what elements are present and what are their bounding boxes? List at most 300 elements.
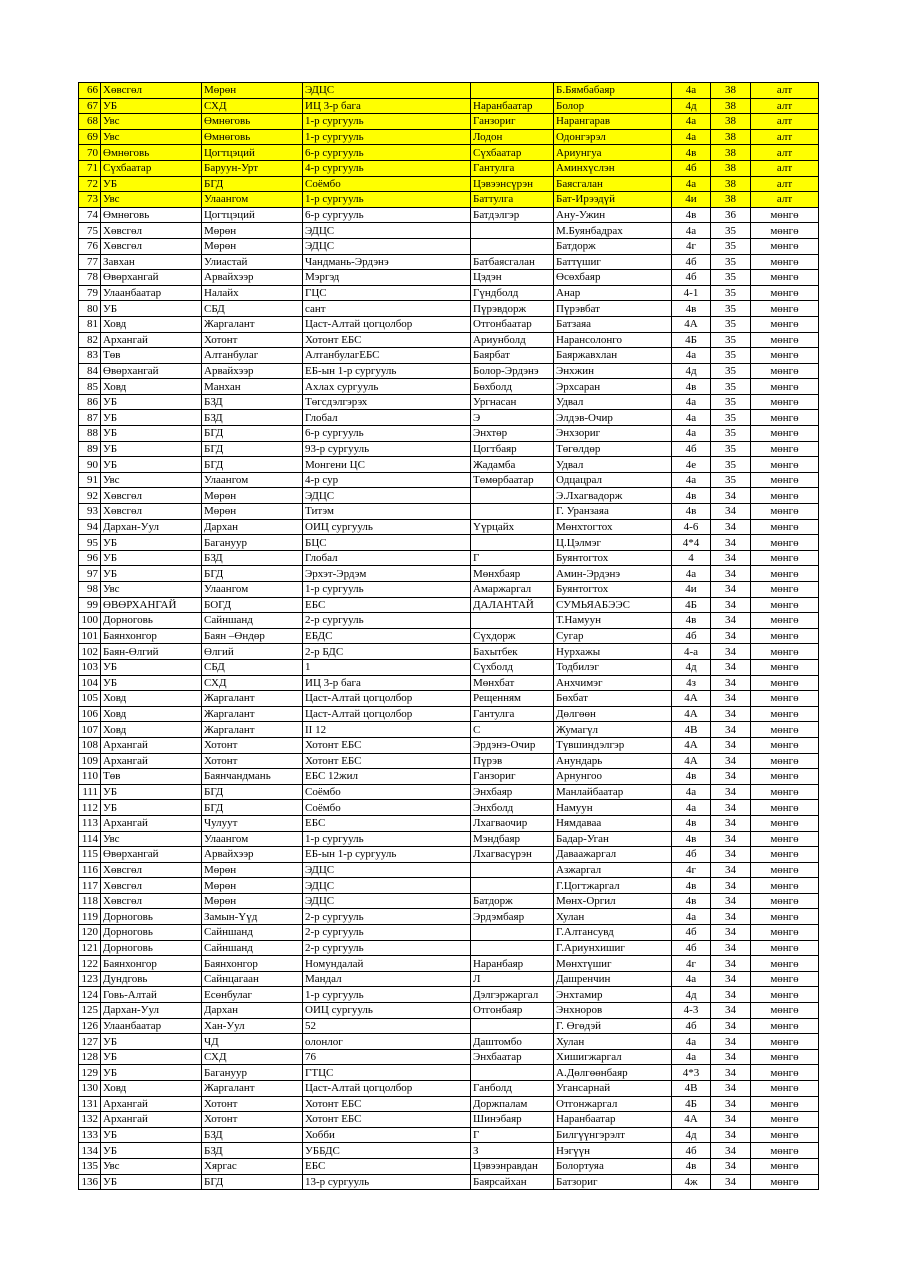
score-cell: 34 (711, 722, 751, 738)
medal-cell: мөнгө (751, 535, 819, 551)
district-cell: Баянхонгор (202, 956, 303, 972)
student-cell: Г.Цогтжаргал (554, 878, 672, 894)
table-row (79, 472, 819, 488)
medal-cell: алт (751, 83, 819, 99)
medal-cell: мөнгө (751, 379, 819, 395)
row-number: 101 (79, 628, 101, 644)
score-cell: 34 (711, 504, 751, 520)
row-number: 98 (79, 582, 101, 598)
score-cell: 34 (711, 1003, 751, 1019)
row-number: 105 (79, 691, 101, 707)
student-cell: Сугар (554, 628, 672, 644)
province-cell: Ховд (101, 379, 202, 395)
province-cell: Өвөрхангай (101, 363, 202, 379)
row-number: 109 (79, 753, 101, 769)
student-cell: Баясгалан (554, 176, 672, 192)
grade-cell: 4а (672, 472, 711, 488)
table-row (79, 769, 819, 785)
table-row (79, 1158, 819, 1174)
district-cell: СХД (202, 98, 303, 114)
student-cell: Хулан (554, 1034, 672, 1050)
student-cell: Төгөлдөр (554, 441, 672, 457)
district-cell: БЗД (202, 394, 303, 410)
table-row (79, 207, 819, 223)
province-cell: Өвөрхангай (101, 847, 202, 863)
school-cell: ОИЦ сургууль (303, 519, 471, 535)
row-number: 134 (79, 1143, 101, 1159)
student-cell: Болортуяа (554, 1158, 672, 1174)
score-cell: 38 (711, 192, 751, 208)
score-cell: 34 (711, 987, 751, 1003)
grade-cell: 4а (672, 1034, 711, 1050)
province-cell: Хөвсгөл (101, 504, 202, 520)
grade-cell: 4А (672, 753, 711, 769)
score-cell: 34 (711, 971, 751, 987)
score-cell: 34 (711, 644, 751, 660)
medal-cell: мөнгө (751, 753, 819, 769)
table-row (79, 613, 819, 629)
table-row (79, 145, 819, 161)
school-cell: Хотонт ЕБС (303, 1112, 471, 1128)
score-cell: 34 (711, 488, 751, 504)
score-cell: 34 (711, 566, 751, 582)
teacher-cell: Рещенням (471, 691, 554, 707)
results-table (78, 82, 819, 1190)
teacher-cell (471, 1018, 554, 1034)
score-cell: 34 (711, 675, 751, 691)
teacher-cell: Энхбаатар (471, 1049, 554, 1065)
table-row (79, 862, 819, 878)
district-cell: Хяргас (202, 1158, 303, 1174)
province-cell: Увс (101, 114, 202, 130)
district-cell: Хотонт (202, 1096, 303, 1112)
school-cell: Хотонт ЕБС (303, 753, 471, 769)
school-cell: II 12 (303, 722, 471, 738)
province-cell: Архангай (101, 332, 202, 348)
table-row (79, 1065, 819, 1081)
district-cell: Багануур (202, 1065, 303, 1081)
row-number: 114 (79, 831, 101, 847)
score-cell: 34 (711, 1018, 751, 1034)
grade-cell: 4в (672, 488, 711, 504)
teacher-cell: Г (471, 1127, 554, 1143)
grade-cell: 4А (672, 1112, 711, 1128)
table-row (79, 379, 819, 395)
teacher-cell: Лхагвасүрэн (471, 847, 554, 863)
medal-cell: мөнгө (751, 1081, 819, 1097)
district-cell: Жаргалант (202, 691, 303, 707)
medal-cell: мөнгө (751, 550, 819, 566)
table-row (79, 1174, 819, 1190)
student-cell: Ану-Ужин (554, 207, 672, 223)
row-number: 84 (79, 363, 101, 379)
teacher-cell: Э (471, 410, 554, 426)
grade-cell: 4В (672, 722, 711, 738)
student-cell: Дашренчин (554, 971, 672, 987)
student-cell: Амин-Эрдэнэ (554, 566, 672, 582)
district-cell: Хотонт (202, 332, 303, 348)
district-cell: Баруун-Урт (202, 160, 303, 176)
teacher-cell: Лхагваочир (471, 815, 554, 831)
table-row (79, 644, 819, 660)
school-cell: Цаст-Алтай цогцолбор (303, 706, 471, 722)
medal-cell: мөнгө (751, 831, 819, 847)
province-cell: Улаанбаатар (101, 1018, 202, 1034)
medal-cell: мөнгө (751, 628, 819, 644)
school-cell: ГТЦС (303, 1065, 471, 1081)
district-cell: СХД (202, 675, 303, 691)
grade-cell: 4в (672, 878, 711, 894)
school-cell: 13-р сургууль (303, 1174, 471, 1190)
row-number: 103 (79, 659, 101, 675)
province-cell: Хөвсгөл (101, 893, 202, 909)
row-number: 124 (79, 987, 101, 1003)
school-cell: Хотонт ЕБС (303, 737, 471, 753)
district-cell: Цогтцэций (202, 207, 303, 223)
grade-cell: 4а (672, 800, 711, 816)
grade-cell: 4-а (672, 644, 711, 660)
district-cell: Арвайхээр (202, 847, 303, 863)
province-cell: Ховд (101, 1081, 202, 1097)
score-cell: 34 (711, 535, 751, 551)
province-cell: Баянхонгор (101, 628, 202, 644)
medal-cell: мөнгө (751, 597, 819, 613)
table-body (79, 83, 819, 1190)
grade-cell: 4-3 (672, 1003, 711, 1019)
table-row (79, 784, 819, 800)
school-cell: 1 (303, 659, 471, 675)
school-cell: Глобал (303, 550, 471, 566)
province-cell: Увс (101, 472, 202, 488)
medal-cell: мөнгө (751, 285, 819, 301)
student-cell: Батзаяа (554, 316, 672, 332)
row-number: 111 (79, 784, 101, 800)
table-row (79, 316, 819, 332)
teacher-cell: Төмөрбаатар (471, 472, 554, 488)
grade-cell: 4*3 (672, 1065, 711, 1081)
table-row (79, 1081, 819, 1097)
row-number: 122 (79, 956, 101, 972)
grade-cell: 4в (672, 145, 711, 161)
school-cell: ЕБ-ын 1-р сургууль (303, 363, 471, 379)
medal-cell: мөнгө (751, 1158, 819, 1174)
table-row (79, 597, 819, 613)
table-row (79, 847, 819, 863)
row-number: 87 (79, 410, 101, 426)
table-row (79, 800, 819, 816)
grade-cell: 4в (672, 769, 711, 785)
table-row (79, 98, 819, 114)
row-number: 72 (79, 176, 101, 192)
district-cell: Мөрөн (202, 878, 303, 894)
school-cell: Монгени ЦС (303, 457, 471, 473)
province-cell: УБ (101, 566, 202, 582)
school-cell: 6-р сургууль (303, 207, 471, 223)
district-cell: Жаргалант (202, 706, 303, 722)
student-cell: Ц.Цэлмэг (554, 535, 672, 551)
district-cell: Баянчандмань (202, 769, 303, 785)
district-cell: Замын-Үүд (202, 909, 303, 925)
school-cell: БЦС (303, 535, 471, 551)
province-cell: Архангай (101, 1096, 202, 1112)
teacher-cell (471, 535, 554, 551)
school-cell: 93-р сургууль (303, 441, 471, 457)
table-row (79, 1143, 819, 1159)
medal-cell: мөнгө (751, 363, 819, 379)
student-cell: Энхзориг (554, 426, 672, 442)
province-cell: Дархан-Уул (101, 519, 202, 535)
row-number: 83 (79, 348, 101, 364)
row-number: 131 (79, 1096, 101, 1112)
medal-cell: алт (751, 160, 819, 176)
school-cell: ЭДЦС (303, 878, 471, 894)
score-cell: 34 (711, 1065, 751, 1081)
school-cell: Эрхэт-Эрдэм (303, 566, 471, 582)
medal-cell: мөнгө (751, 472, 819, 488)
row-number: 77 (79, 254, 101, 270)
district-cell: Улаангом (202, 472, 303, 488)
school-cell: сант (303, 301, 471, 317)
row-number: 107 (79, 722, 101, 738)
province-cell: УБ (101, 1143, 202, 1159)
grade-cell: 4и (672, 582, 711, 598)
medal-cell: мөнгө (751, 1112, 819, 1128)
row-number: 86 (79, 394, 101, 410)
school-cell: Цаст-Алтай цогцолбор (303, 1081, 471, 1097)
row-number: 90 (79, 457, 101, 473)
grade-cell: 4а (672, 426, 711, 442)
grade-cell: 4а (672, 410, 711, 426)
score-cell: 34 (711, 956, 751, 972)
score-cell: 34 (711, 862, 751, 878)
teacher-cell (471, 223, 554, 239)
province-cell: Увс (101, 831, 202, 847)
school-cell: ГЦС (303, 285, 471, 301)
row-number: 75 (79, 223, 101, 239)
score-cell: 34 (711, 1143, 751, 1159)
province-cell: Архангай (101, 1112, 202, 1128)
score-cell: 38 (711, 98, 751, 114)
teacher-cell: Батбаясгалан (471, 254, 554, 270)
district-cell: Налайх (202, 285, 303, 301)
row-number: 94 (79, 519, 101, 535)
row-number: 115 (79, 847, 101, 863)
table-row (79, 535, 819, 551)
teacher-cell: Энхболд (471, 800, 554, 816)
score-cell: 34 (711, 582, 751, 598)
student-cell: Одонгэрэл (554, 129, 672, 145)
student-cell: Бат-Ирээдүй (554, 192, 672, 208)
school-cell: олонлог (303, 1034, 471, 1050)
table-row (79, 737, 819, 753)
medal-cell: мөнгө (751, 659, 819, 675)
score-cell: 34 (711, 753, 751, 769)
grade-cell: 4б (672, 628, 711, 644)
score-cell: 35 (711, 285, 751, 301)
province-cell: УБ (101, 394, 202, 410)
student-cell: Наранбаатар (554, 1112, 672, 1128)
province-cell: Увс (101, 129, 202, 145)
medal-cell: мөнгө (751, 441, 819, 457)
teacher-cell: Энхбаяр (471, 784, 554, 800)
district-cell: БГД (202, 426, 303, 442)
medal-cell: мөнгө (751, 909, 819, 925)
grade-cell: 4а (672, 129, 711, 145)
table-row (79, 691, 819, 707)
medal-cell: мөнгө (751, 1143, 819, 1159)
grade-cell: 4Б (672, 597, 711, 613)
district-cell: Улаангом (202, 831, 303, 847)
school-cell: УББДС (303, 1143, 471, 1159)
school-cell: 2-р сургууль (303, 613, 471, 629)
medal-cell: мөнгө (751, 254, 819, 270)
grade-cell: 4*4 (672, 535, 711, 551)
medal-cell: мөнгө (751, 394, 819, 410)
district-cell: Цогтцэций (202, 145, 303, 161)
grade-cell: 4в (672, 613, 711, 629)
score-cell: 34 (711, 893, 751, 909)
student-cell: Г.Ариунхишиг (554, 940, 672, 956)
school-cell: 2-р сургууль (303, 940, 471, 956)
row-number: 112 (79, 800, 101, 816)
row-number: 81 (79, 316, 101, 332)
province-cell: УБ (101, 441, 202, 457)
district-cell: Хотонт (202, 1112, 303, 1128)
province-cell: УБ (101, 98, 202, 114)
row-number: 127 (79, 1034, 101, 1050)
teacher-cell (471, 83, 554, 99)
student-cell: Нарансолонго (554, 332, 672, 348)
school-cell: ЕБС 12жил (303, 769, 471, 785)
province-cell: Дундговь (101, 971, 202, 987)
score-cell: 35 (711, 223, 751, 239)
student-cell: Баяржавхлан (554, 348, 672, 364)
medal-cell: мөнгө (751, 238, 819, 254)
score-cell: 34 (711, 1096, 751, 1112)
school-cell: ЭДЦС (303, 862, 471, 878)
score-cell: 35 (711, 238, 751, 254)
grade-cell: 4Б (672, 332, 711, 348)
school-cell: ЕБС (303, 597, 471, 613)
school-cell: 1-р сургууль (303, 114, 471, 130)
medal-cell: мөнгө (751, 566, 819, 582)
row-number: 132 (79, 1112, 101, 1128)
province-cell: Архангай (101, 753, 202, 769)
row-number: 120 (79, 925, 101, 941)
medal-cell: мөнгө (751, 644, 819, 660)
medal-cell: мөнгө (751, 410, 819, 426)
school-cell: Хотонт ЕБС (303, 332, 471, 348)
score-cell: 35 (711, 332, 751, 348)
medal-cell: мөнгө (751, 1018, 819, 1034)
student-cell: Т.Намуун (554, 613, 672, 629)
grade-cell: 4а (672, 176, 711, 192)
district-cell: Өмнөговь (202, 129, 303, 145)
row-number: 106 (79, 706, 101, 722)
row-number: 110 (79, 769, 101, 785)
medal-cell: мөнгө (751, 925, 819, 941)
table-row (79, 628, 819, 644)
student-cell: Тодбилэг (554, 659, 672, 675)
province-cell: Завхан (101, 254, 202, 270)
student-cell: Удвал (554, 394, 672, 410)
medal-cell: алт (751, 145, 819, 161)
score-cell: 35 (711, 410, 751, 426)
score-cell: 34 (711, 878, 751, 894)
score-cell: 35 (711, 363, 751, 379)
school-cell: Цаст-Алтай цогцолбор (303, 316, 471, 332)
table-row (79, 441, 819, 457)
province-cell: Хөвсгөл (101, 223, 202, 239)
table-row (79, 363, 819, 379)
medal-cell: мөнгө (751, 971, 819, 987)
medal-cell: алт (751, 98, 819, 114)
district-cell: Улиастай (202, 254, 303, 270)
grade-cell: 4з (672, 675, 711, 691)
score-cell: 35 (711, 472, 751, 488)
medal-cell: мөнгө (751, 457, 819, 473)
grade-cell: 4д (672, 659, 711, 675)
school-cell: ЭДЦС (303, 893, 471, 909)
grade-cell: 4б (672, 940, 711, 956)
medal-cell: мөнгө (751, 519, 819, 535)
grade-cell: 4а (672, 223, 711, 239)
teacher-cell: Ариунболд (471, 332, 554, 348)
student-cell: Аминхүслэн (554, 160, 672, 176)
score-cell: 34 (711, 1034, 751, 1050)
student-cell: Батдорж (554, 238, 672, 254)
student-cell: Угансарнай (554, 1081, 672, 1097)
score-cell: 34 (711, 1174, 751, 1190)
province-cell: Архангай (101, 815, 202, 831)
table-row (79, 878, 819, 894)
row-number: 85 (79, 379, 101, 395)
teacher-cell: Дэлгэржаргал (471, 987, 554, 1003)
score-cell: 34 (711, 847, 751, 863)
table-row (79, 675, 819, 691)
province-cell: УБ (101, 410, 202, 426)
province-cell: УБ (101, 784, 202, 800)
teacher-cell: Сүхбаатар (471, 145, 554, 161)
student-cell: Удвал (554, 457, 672, 473)
grade-cell: 4б (672, 270, 711, 286)
province-cell: УБ (101, 535, 202, 551)
grade-cell: 4б (672, 254, 711, 270)
row-number: 82 (79, 332, 101, 348)
grade-cell: 4в (672, 379, 711, 395)
teacher-cell: Цэвээнсүрэн (471, 176, 554, 192)
school-cell: 1-р сургууль (303, 192, 471, 208)
table-row (79, 550, 819, 566)
table-row (79, 971, 819, 987)
table-row (79, 1049, 819, 1065)
teacher-cell (471, 488, 554, 504)
table-row (79, 831, 819, 847)
grade-cell: 4и (672, 192, 711, 208)
grade-cell: 4г (672, 862, 711, 878)
province-cell: Дархан-Уул (101, 1003, 202, 1019)
table-row (79, 909, 819, 925)
teacher-cell: Эрдэмбаяр (471, 909, 554, 925)
medal-cell: мөнгө (751, 301, 819, 317)
grade-cell: 4б (672, 847, 711, 863)
table-row (79, 410, 819, 426)
row-number: 68 (79, 114, 101, 130)
teacher-cell: Мөнхбаяр (471, 566, 554, 582)
score-cell: 34 (711, 1049, 751, 1065)
school-cell: 1-р сургууль (303, 582, 471, 598)
medal-cell: мөнгө (751, 987, 819, 1003)
